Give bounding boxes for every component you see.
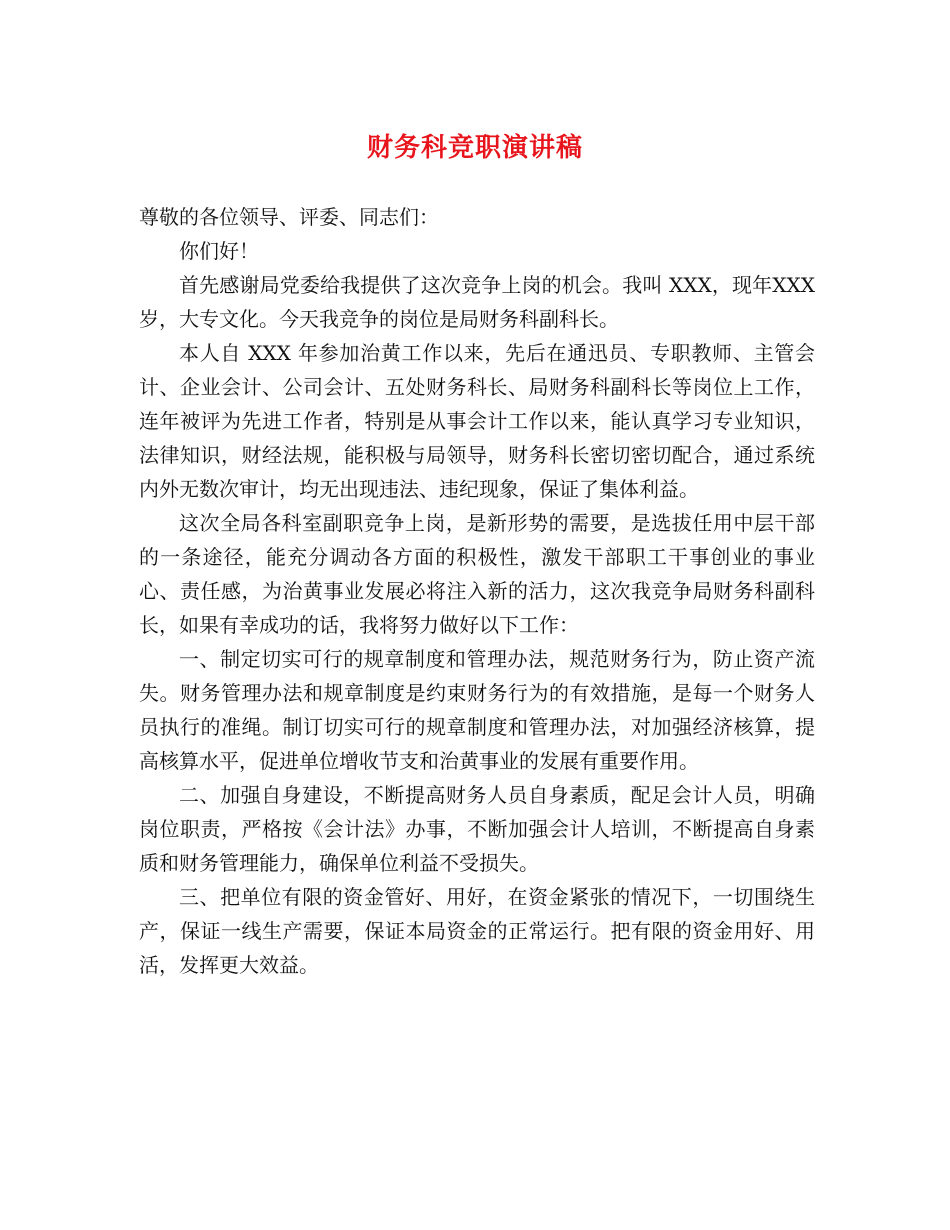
paragraph-plan-two: 二、加强自身建设，不断提高财务人员自身素质，配足会计人员，明确岗位职责，严格按《会计法》办事，不断加强会计人培训，不断提高自身素质和财务管理能力，确保单位利益不受损失。: [139, 783, 815, 875]
greeting: 你们好！: [179, 239, 259, 263]
paragraph-plan-three: 三、把单位有限的资金管好、用好，在资金紧张的情况下，一切围绕生产，保证一线生产需要，保证本局资金的正常运行。把有限的资金用好、用活，发挥更大效益。: [139, 885, 815, 977]
document-title: 财务科竞职演讲稿: [366, 133, 583, 163]
paragraph-motivation: 这次全局各科室副职竞争上岗，是新形势的需要，是选拔任用中层干部的一条途径，能充分调动各方面的积极性，激发干部职工干事创业的事业心、责任感，为治黄事业发展必将注入新的活力，这次我竞争局财务科副科长，如果有幸成功的话，我将努力做好以下工作：: [139, 511, 815, 637]
document-body: [139, 200, 815, 982]
paragraph-plan-one: 一、制定切实可行的规章制度和管理办法，规范财务行为，防止资产流失。财务管理办法和规章制度是约束财务行为的有效措施，是每一个财务人员执行的准绳。制订切实可行的规章制度和管理办法，对加强经济核算，提高核算水平，促进单位增收节支和治黄事业的发展有重要作用。: [139, 647, 815, 773]
salutation: 尊敬的各位领导、评委、同志们：: [139, 205, 439, 229]
paragraph-intro: 首先感谢局党委给我提供了这次竞争上岗的机会。我叫 XXX，现年XXX 岁，大专文化。今天我竞争的岗位是局财务科副科长。: [139, 273, 815, 331]
paragraph-experience: 本人自 XXX 年参加治黄工作以来，先后在通迅员、专职教师、主管会计、企业会计、公司会计、五处财务科长、局财务科副科长等岗位上工作，连年被评为先进工作者，特别是从事会计工作以来，能认真学习专业知识，法律知识，财经法规，能积极与局领导，财务科长密切密切配合，通过系统内外无数次审计，均无出现违法、违纪现象，保证了集体利益。: [139, 341, 815, 501]
